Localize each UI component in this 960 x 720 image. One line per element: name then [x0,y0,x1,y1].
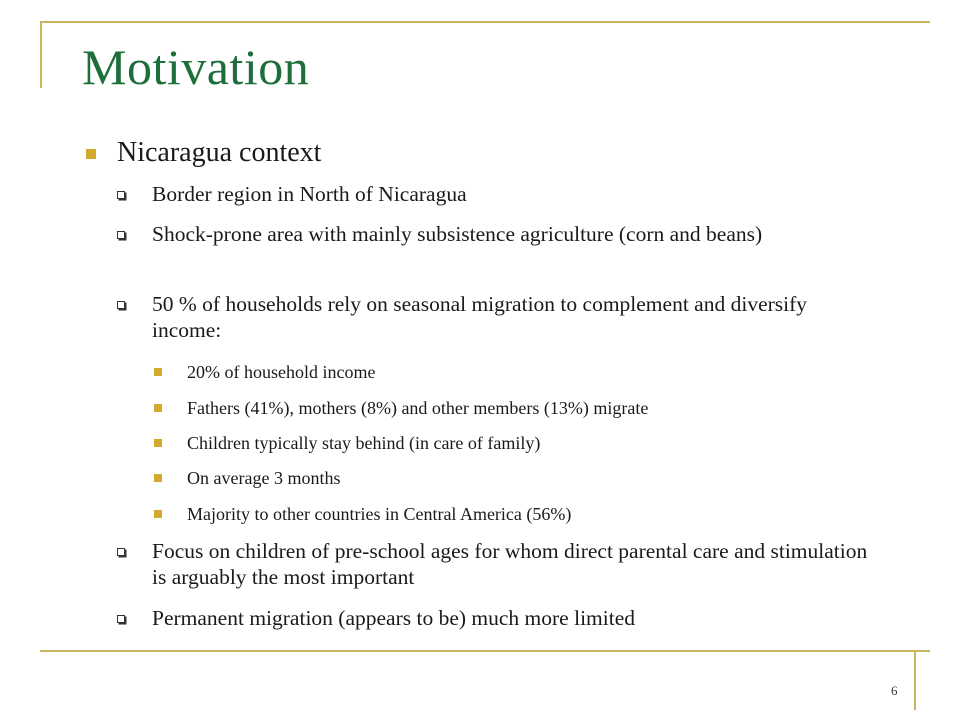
square-bullet-icon [154,474,162,482]
heading-text: Nicaragua context [117,137,322,168]
checkbox-bullet-icon [117,615,125,623]
bottom-rule [40,650,930,652]
point-text: Border region in North of Nicaragua [152,182,467,206]
checkbox-bullet-icon [117,548,125,556]
checkbox-bullet-icon [117,301,125,309]
point-text: Focus on children of pre-school ages for whom direct parental care and stimulation is arguably the most important [152,539,868,589]
subpoint-text: Children typically stay behind (in care of family) [187,433,541,453]
point-text: 50 % of households rely on seasonal migration to complement and diversify income: [152,292,808,342]
slide-title: Motivation [82,39,310,95]
subpoint-item [154,397,874,419]
top-rule [40,21,930,23]
left-rule [40,21,42,88]
subpoint-text: Majority to other countries in Central America (56%) [187,504,572,524]
subpoint-text: On average 3 months [187,468,341,488]
subpoint-item [154,503,874,525]
point-text: Permanent migration (appears to be) much more limited [152,606,636,630]
subpoint-item [154,467,874,489]
square-bullet-icon [154,439,162,447]
square-bullet-icon [86,149,96,159]
square-bullet-icon [154,368,162,376]
subpoint-item [154,361,874,383]
point-item [118,181,878,207]
right-rule [914,650,916,710]
subpoint-text: Fathers (41%), mothers (8%) and other members (13%) migrate [187,398,649,418]
checkbox-bullet-icon [117,191,125,199]
point-item [118,221,878,247]
point-item [118,291,878,343]
square-bullet-icon [154,510,162,518]
heading-item [86,137,321,169]
checkbox-bullet-icon [117,231,125,239]
page-number: 6 [891,683,898,698]
point-item [118,538,878,590]
square-bullet-icon [154,404,162,412]
subpoint-text: 20% of household income [187,362,376,382]
point-item [118,605,878,631]
subpoint-item [154,432,874,454]
point-text: Shock-prone area with mainly subsistence agriculture (corn and beans) [152,222,763,246]
